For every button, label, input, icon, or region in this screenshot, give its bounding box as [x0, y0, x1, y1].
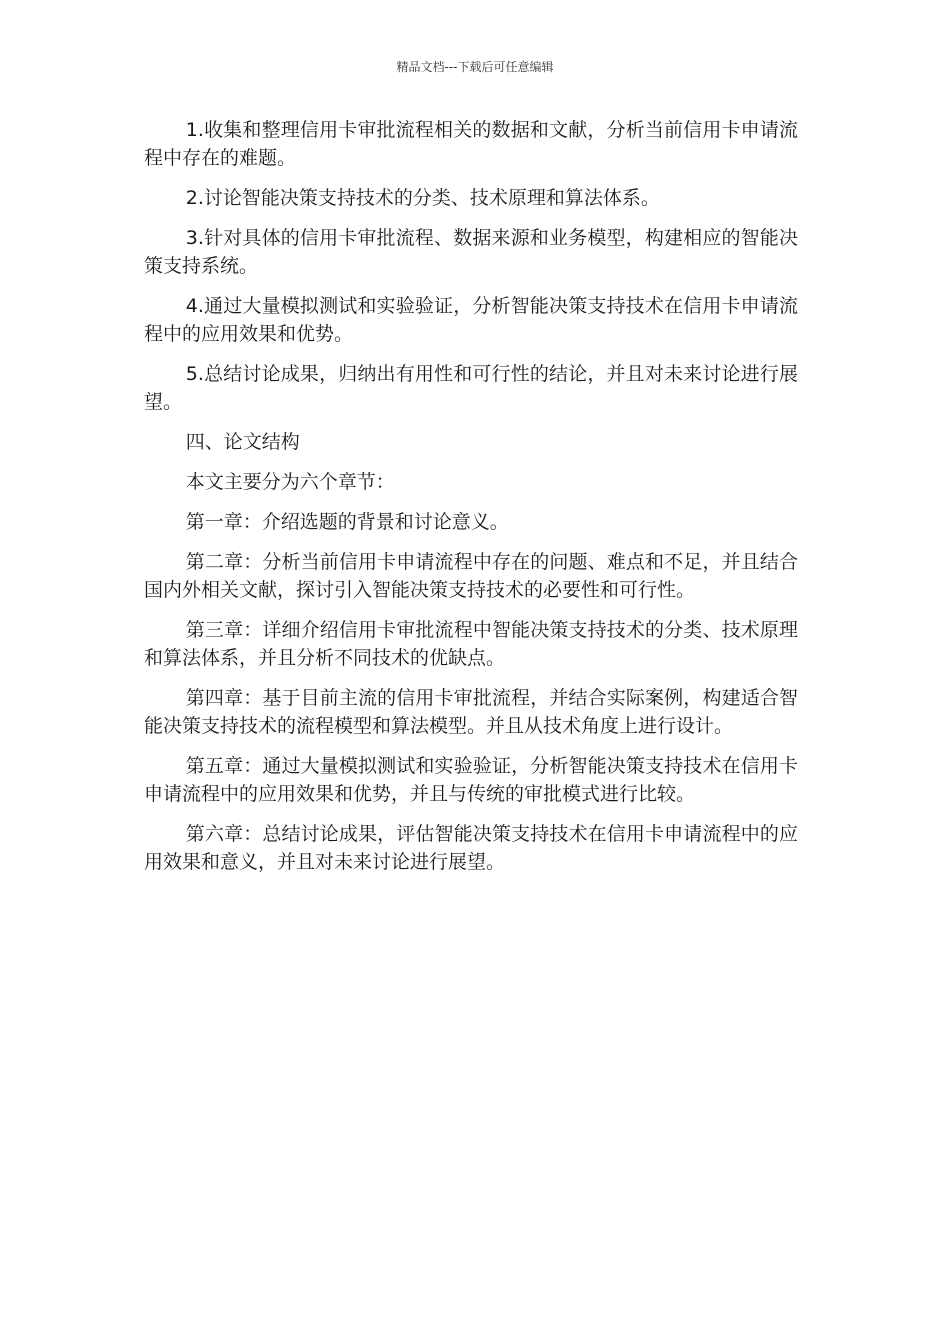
chapter-5-paragraph: 第五章：通过大量模拟测试和实验验证，分析智能决策支持技术在信用卡申请流程中的应用效果和优势，并且与传统的审批模式进行比较。: [144, 755, 798, 805]
objective-2-paragraph: 2.讨论智能决策支持技术的分类、技术原理和算法体系。: [185, 187, 660, 209]
chapter-1-paragraph: 第一章：介绍选题的背景和讨论意义。: [185, 511, 509, 533]
page-header: 精品文档---下载后可任意编辑: [396, 60, 554, 74]
section-heading: 四、论文结构: [185, 431, 300, 453]
document-body: [144, 116, 798, 888]
objective-5-paragraph: 5.总结讨论成果，归纳出有用性和可行性的结论，并且对未来讨论进行展望。: [144, 363, 798, 413]
objective-1-paragraph: 1.收集和整理信用卡审批流程相关的数据和文献，分析当前信用卡申请流程中存在的难题。: [144, 119, 798, 169]
chapter-4-paragraph: 第四章：基于目前主流的信用卡审批流程，并结合实际案例，构建适合智能决策支持技术的流程模型和算法模型。并且从技术角度上进行设计。: [144, 687, 798, 737]
chapter-6-paragraph: 第六章：总结讨论成果，评估智能决策支持技术在信用卡申请流程中的应用效果和意义，并且对未来讨论进行展望。: [144, 823, 798, 873]
chapter-3-paragraph: 第三章：详细介绍信用卡审批流程中智能决策支持技术的分类、技术原理和算法体系，并且分析不同技术的优缺点。: [144, 619, 798, 669]
objective-3-paragraph: 3.针对具体的信用卡审批流程、数据来源和业务模型，构建相应的智能决策支持系统。: [144, 227, 798, 277]
structure-intro-paragraph: 本文主要分为六个章节：: [185, 471, 395, 493]
chapter-2-paragraph: 第二章：分析当前信用卡申请流程中存在的问题、难点和不足，并且结合国内外相关文献，探讨引入智能决策支持技术的必要性和可行性。: [144, 551, 798, 601]
objective-4-paragraph: 4.通过大量模拟测试和实验验证，分析智能决策支持技术在信用卡申请流程中的应用效果和优势。: [144, 295, 798, 345]
